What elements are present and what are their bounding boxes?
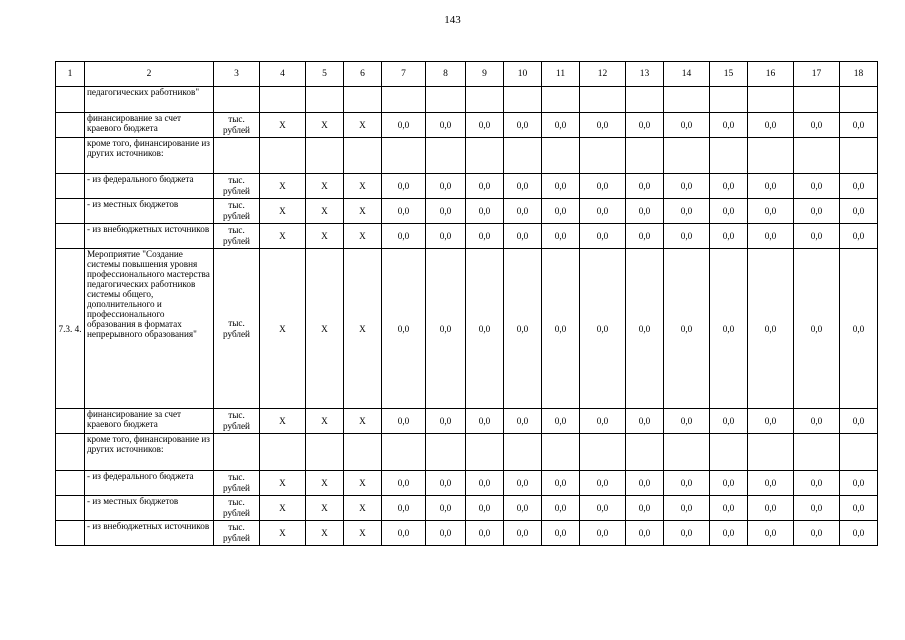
value-cell — [748, 434, 794, 471]
row-code — [56, 199, 85, 224]
value-cell: 0,0 — [426, 174, 466, 199]
value-cell — [542, 87, 580, 113]
value-cell: 0,0 — [580, 471, 626, 496]
value-cell: 0,0 — [664, 496, 710, 521]
value-cell: 0,0 — [426, 521, 466, 546]
value-cell: 0,0 — [466, 496, 504, 521]
value-cell: 0,0 — [580, 521, 626, 546]
value-cell: 0,0 — [664, 199, 710, 224]
value-cell: X — [260, 224, 306, 249]
value-cell: X — [306, 224, 344, 249]
value-cell: 0,0 — [626, 471, 664, 496]
value-cell: 0,0 — [794, 249, 840, 409]
column-header: 6 — [344, 62, 382, 87]
row-unit — [214, 138, 260, 174]
value-cell: 0,0 — [426, 249, 466, 409]
row-unit: тыс. рублей — [214, 249, 260, 409]
column-header: 7 — [382, 62, 426, 87]
value-cell: 0,0 — [748, 113, 794, 138]
column-header: 12 — [580, 62, 626, 87]
value-cell: 0,0 — [580, 409, 626, 434]
value-cell: X — [260, 496, 306, 521]
row-code: 7.3. 4. — [56, 249, 85, 409]
value-cell: 0,0 — [840, 496, 878, 521]
value-cell: 0,0 — [664, 113, 710, 138]
value-cell: X — [344, 521, 382, 546]
value-cell — [466, 87, 504, 113]
value-cell: 0,0 — [580, 199, 626, 224]
value-cell — [580, 434, 626, 471]
value-cell: 0,0 — [580, 249, 626, 409]
value-cell: 0,0 — [504, 113, 542, 138]
column-header: 18 — [840, 62, 878, 87]
row-unit: тыс. рублей — [214, 224, 260, 249]
row-name: - из внебюджетных источников — [85, 224, 214, 249]
row-name: - из федерального бюджета — [85, 471, 214, 496]
column-header: 11 — [542, 62, 580, 87]
value-cell: 0,0 — [840, 199, 878, 224]
row-name: - из местных бюджетов — [85, 199, 214, 224]
value-cell: 0,0 — [840, 224, 878, 249]
table-row — [56, 249, 878, 409]
column-header: 13 — [626, 62, 664, 87]
value-cell: 0,0 — [710, 521, 748, 546]
value-cell: 0,0 — [794, 113, 840, 138]
value-cell: 0,0 — [710, 471, 748, 496]
value-cell — [382, 87, 426, 113]
row-unit: тыс. рублей — [214, 199, 260, 224]
value-cell: 0,0 — [382, 199, 426, 224]
row-code — [56, 409, 85, 434]
table-row — [56, 496, 878, 521]
value-cell — [344, 138, 382, 174]
row-code — [56, 434, 85, 471]
row-name: педагогических работников" — [85, 87, 214, 113]
value-cell: 0,0 — [426, 496, 466, 521]
row-name: Мероприятие "Создание системы повышения уровня профессионального мастерства педагогических работников системы общего, дополнительного и профессионального образования в форматах непрерывного образования" — [85, 249, 214, 409]
row-code — [56, 174, 85, 199]
value-cell: 0,0 — [542, 496, 580, 521]
row-unit: тыс. рублей — [214, 113, 260, 138]
value-cell: 0,0 — [710, 113, 748, 138]
value-cell: 0,0 — [794, 224, 840, 249]
value-cell: 0,0 — [466, 224, 504, 249]
value-cell: 0,0 — [664, 174, 710, 199]
value-cell: 0,0 — [710, 409, 748, 434]
value-cell — [748, 138, 794, 174]
value-cell: X — [344, 224, 382, 249]
table-row — [56, 113, 878, 138]
row-name: кроме того, финансирование из других источников: — [85, 434, 214, 471]
value-cell: 0,0 — [466, 113, 504, 138]
column-header: 4 — [260, 62, 306, 87]
value-cell: 0,0 — [626, 521, 664, 546]
value-cell — [840, 87, 878, 113]
value-cell: 0,0 — [794, 174, 840, 199]
value-cell — [840, 138, 878, 174]
value-cell: X — [260, 471, 306, 496]
table-row — [56, 224, 878, 249]
value-cell — [794, 87, 840, 113]
value-cell: 0,0 — [504, 471, 542, 496]
value-cell — [504, 87, 542, 113]
value-cell: 0,0 — [466, 409, 504, 434]
table-row — [56, 471, 878, 496]
row-name: финансирование за счет краевого бюджета — [85, 113, 214, 138]
value-cell: 0,0 — [426, 224, 466, 249]
value-cell: 0,0 — [664, 224, 710, 249]
value-cell: 0,0 — [840, 521, 878, 546]
value-cell: 0,0 — [748, 471, 794, 496]
column-header: 14 — [664, 62, 710, 87]
value-cell: 0,0 — [626, 496, 664, 521]
value-cell: 0,0 — [626, 199, 664, 224]
value-cell: X — [306, 496, 344, 521]
value-cell: 0,0 — [504, 199, 542, 224]
value-cell: 0,0 — [466, 249, 504, 409]
column-header: 3 — [214, 62, 260, 87]
value-cell — [306, 138, 344, 174]
value-cell: 0,0 — [840, 471, 878, 496]
value-cell: 0,0 — [748, 249, 794, 409]
value-cell: 0,0 — [794, 471, 840, 496]
value-cell — [504, 434, 542, 471]
value-cell — [748, 87, 794, 113]
column-header: 17 — [794, 62, 840, 87]
value-cell: 0,0 — [580, 113, 626, 138]
row-name: - из местных бюджетов — [85, 496, 214, 521]
value-cell — [542, 434, 580, 471]
value-cell — [626, 434, 664, 471]
value-cell: 0,0 — [542, 113, 580, 138]
value-cell: X — [344, 496, 382, 521]
value-cell — [580, 138, 626, 174]
column-header: 10 — [504, 62, 542, 87]
table-row — [56, 174, 878, 199]
value-cell — [344, 434, 382, 471]
value-cell: 0,0 — [748, 224, 794, 249]
value-cell — [306, 87, 344, 113]
value-cell — [626, 87, 664, 113]
table-row — [56, 409, 878, 434]
row-unit: тыс. рублей — [214, 521, 260, 546]
value-cell — [504, 138, 542, 174]
value-cell: X — [260, 521, 306, 546]
value-cell: 0,0 — [664, 521, 710, 546]
column-header: 2 — [85, 62, 214, 87]
row-unit: тыс. рублей — [214, 174, 260, 199]
value-cell: 0,0 — [542, 224, 580, 249]
value-cell: 0,0 — [466, 521, 504, 546]
value-cell: X — [306, 174, 344, 199]
value-cell — [710, 138, 748, 174]
value-cell: 0,0 — [626, 113, 664, 138]
table-row — [56, 521, 878, 546]
value-cell: 0,0 — [504, 174, 542, 199]
value-cell — [344, 87, 382, 113]
value-cell — [794, 138, 840, 174]
row-name: - из внебюджетных источников — [85, 521, 214, 546]
value-cell: 0,0 — [580, 224, 626, 249]
value-cell: X — [344, 113, 382, 138]
column-header: 9 — [466, 62, 504, 87]
value-cell: 0,0 — [840, 113, 878, 138]
value-cell: 0,0 — [382, 113, 426, 138]
value-cell: 0,0 — [626, 249, 664, 409]
value-cell: 0,0 — [794, 409, 840, 434]
value-cell: 0,0 — [542, 174, 580, 199]
value-cell — [542, 138, 580, 174]
page-number: 143 — [444, 14, 461, 26]
value-cell: 0,0 — [382, 174, 426, 199]
value-cell: 0,0 — [382, 409, 426, 434]
value-cell: 0,0 — [748, 409, 794, 434]
value-cell: X — [260, 409, 306, 434]
value-cell: X — [306, 521, 344, 546]
value-cell: X — [306, 199, 344, 224]
table-row — [56, 434, 878, 471]
value-cell: X — [260, 174, 306, 199]
value-cell: 0,0 — [382, 471, 426, 496]
row-unit — [214, 87, 260, 113]
value-cell: 0,0 — [466, 199, 504, 224]
value-cell: 0,0 — [504, 249, 542, 409]
value-cell: X — [260, 249, 306, 409]
value-cell: 0,0 — [542, 249, 580, 409]
value-cell: 0,0 — [710, 174, 748, 199]
value-cell — [260, 87, 306, 113]
value-cell: 0,0 — [542, 409, 580, 434]
value-cell: 0,0 — [466, 174, 504, 199]
value-cell: X — [306, 471, 344, 496]
row-code — [56, 87, 85, 113]
value-cell: 0,0 — [382, 521, 426, 546]
value-cell: 0,0 — [748, 521, 794, 546]
value-cell: 0,0 — [626, 174, 664, 199]
value-cell: X — [306, 113, 344, 138]
value-cell — [710, 87, 748, 113]
value-cell: 0,0 — [504, 521, 542, 546]
row-code — [56, 521, 85, 546]
row-unit: тыс. рублей — [214, 409, 260, 434]
value-cell — [382, 434, 426, 471]
value-cell — [426, 87, 466, 113]
value-cell — [260, 138, 306, 174]
row-name: - из федерального бюджета — [85, 174, 214, 199]
value-cell — [426, 434, 466, 471]
value-cell — [466, 138, 504, 174]
value-cell: 0,0 — [748, 199, 794, 224]
table-row — [56, 87, 878, 113]
row-code — [56, 224, 85, 249]
value-cell: 0,0 — [466, 471, 504, 496]
value-cell: 0,0 — [426, 199, 466, 224]
value-cell — [664, 434, 710, 471]
value-cell: 0,0 — [382, 249, 426, 409]
value-cell: 0,0 — [748, 174, 794, 199]
value-cell — [306, 434, 344, 471]
value-cell: 0,0 — [840, 409, 878, 434]
column-header: 8 — [426, 62, 466, 87]
value-cell: 0,0 — [382, 224, 426, 249]
value-cell: 0,0 — [504, 409, 542, 434]
value-cell: 0,0 — [840, 249, 878, 409]
value-cell: 0,0 — [794, 199, 840, 224]
row-code — [56, 113, 85, 138]
column-header: 15 — [710, 62, 748, 87]
row-code — [56, 496, 85, 521]
value-cell — [580, 87, 626, 113]
value-cell — [840, 434, 878, 471]
value-cell — [382, 138, 426, 174]
value-cell — [664, 138, 710, 174]
value-cell: 0,0 — [504, 224, 542, 249]
value-cell: 0,0 — [382, 496, 426, 521]
value-cell: 0,0 — [626, 224, 664, 249]
value-cell — [794, 434, 840, 471]
value-cell: X — [306, 249, 344, 409]
value-cell — [626, 138, 664, 174]
value-cell: 0,0 — [840, 174, 878, 199]
value-cell: 0,0 — [664, 409, 710, 434]
value-cell: X — [344, 471, 382, 496]
table-row — [56, 138, 878, 174]
row-name: кроме того, финансирование из других источников: — [85, 138, 214, 174]
value-cell: X — [306, 409, 344, 434]
value-cell — [664, 87, 710, 113]
value-cell — [710, 434, 748, 471]
row-name: финансирование за счет краевого бюджета — [85, 409, 214, 434]
table-row — [56, 199, 878, 224]
value-cell: 0,0 — [664, 249, 710, 409]
value-cell: 0,0 — [710, 496, 748, 521]
value-cell: 0,0 — [504, 496, 542, 521]
row-code — [56, 138, 85, 174]
value-cell: 0,0 — [580, 174, 626, 199]
value-cell: X — [344, 249, 382, 409]
value-cell: 0,0 — [664, 471, 710, 496]
value-cell: 0,0 — [748, 496, 794, 521]
value-cell: 0,0 — [710, 199, 748, 224]
value-cell: 0,0 — [426, 409, 466, 434]
value-cell: X — [260, 199, 306, 224]
budget-table — [55, 61, 878, 546]
value-cell: 0,0 — [794, 496, 840, 521]
value-cell: 0,0 — [542, 521, 580, 546]
value-cell: X — [344, 409, 382, 434]
value-cell: X — [260, 113, 306, 138]
value-cell: 0,0 — [426, 471, 466, 496]
column-header: 1 — [56, 62, 85, 87]
value-cell — [260, 434, 306, 471]
value-cell: X — [344, 199, 382, 224]
value-cell — [426, 138, 466, 174]
value-cell: 0,0 — [794, 521, 840, 546]
row-unit: тыс. рублей — [214, 496, 260, 521]
value-cell: X — [344, 174, 382, 199]
column-header: 5 — [306, 62, 344, 87]
value-cell: 0,0 — [626, 409, 664, 434]
value-cell — [466, 434, 504, 471]
header-row — [56, 62, 878, 87]
value-cell: 0,0 — [710, 224, 748, 249]
value-cell: 0,0 — [426, 113, 466, 138]
value-cell: 0,0 — [542, 199, 580, 224]
value-cell: 0,0 — [542, 471, 580, 496]
row-code — [56, 471, 85, 496]
value-cell: 0,0 — [710, 249, 748, 409]
column-header: 16 — [748, 62, 794, 87]
row-unit — [214, 434, 260, 471]
row-unit: тыс. рублей — [214, 471, 260, 496]
value-cell: 0,0 — [580, 496, 626, 521]
